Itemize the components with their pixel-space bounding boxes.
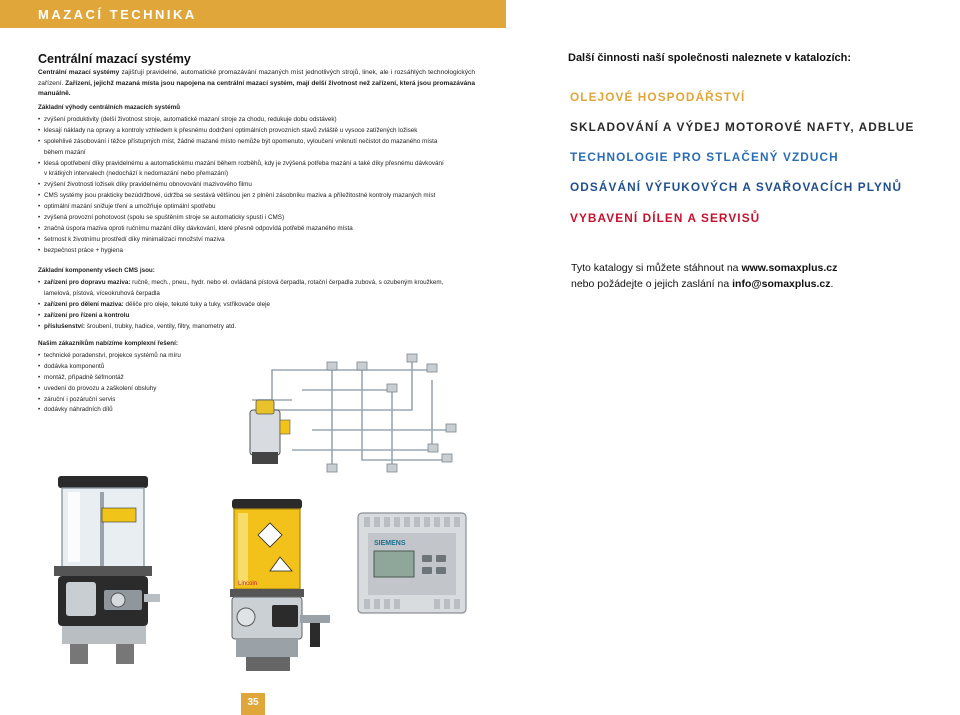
list-item: • spolehlivé zásobování i těžce přístupných míst, žádné mazané místo nemůže být opomenuto, vyloučení vniknutí nečistot do mazaného místa během mazání [38, 137, 488, 159]
download-info: Tyto katalogy si můžete stáhnout na www.somaxplus.cz nebo požádejte o jejich zaslání na info@somaxplus.cz. [571, 262, 838, 290]
catalog-compressed-air[interactable]: TECHNOLOGIE PRO STLAČENÝ VZDUCH [570, 150, 839, 164]
list-item: • montáž, případně šéfmontáž [38, 373, 238, 384]
list-item: • zvýšená provozní pohotovost (spolu se spuštěním stroje se automaticky spustí i CMS) [38, 213, 488, 224]
siemens-label: SIEMENS [374, 540, 406, 547]
list-item: • klesá opotřebení díky pravidelnému a automatickému mazání během rozběhů, kdy je zvýšená potřeba mazání a také díky přesnému dávkování v krátkých intervalech (nedochází k nedomazání nebo přemazání) [38, 159, 488, 181]
grease-pump-transparent-reservoir [44, 470, 174, 670]
download-line2-text: nebo požádejte o jejich zaslání na [571, 278, 733, 290]
benefits-section [38, 103, 488, 257]
list-item-continuation: během mazání [44, 148, 86, 156]
list-item: • klesají náklady na opravy a kontroly vzhledem k přesnému dodržení optimálních provozních stavů zvláště u vysoce zatížených ložisek [38, 126, 488, 137]
list-item: • značná úspora maziva oproti ručnímu mazání díky dávkování, které přesně odpovídá potřebě mazaného místa [38, 224, 488, 235]
website-link[interactable]: www.somaxplus.cz [741, 262, 838, 274]
list-item: • příslušenství: šroubení, trubky, hadice, ventily, filtry, manometry atd. [38, 322, 468, 333]
intro-text: zajišťují pravidelné, automatické promazávání mazaných míst jednotlivých strojů, linek, ale i rozsáhlých technologických zařízení. [38, 69, 475, 87]
catalog-intro: Další činnosti naší společnosti naleznete v katalozích: [568, 52, 852, 64]
list-item: • šetrnost k životnímu prostředí díky minimalizaci množství maziva [38, 235, 488, 246]
lubrication-system-diagram [232, 340, 472, 480]
intro-paragraph [38, 68, 475, 100]
benefits-heading: Základní výhody centrálních mazacích systémů [38, 104, 181, 111]
list-item: • zvýšení životnosti ložisek díky pravidelnému obnovování mazivového filmu [38, 180, 488, 191]
services-list [38, 351, 238, 416]
list-item: • záruční i pozáruční servis [38, 395, 238, 406]
intro-bold-text: Zařízení, jejichž mazaná místa jsou napojena na centrální mazací systém, mají delší životnost než zařízení, která jsou promazávána manuálně. [38, 79, 475, 97]
siemens-controller [352, 505, 472, 625]
grease-pump-yellow [212, 495, 342, 680]
download-line1-text: Tyto katalogy si můžete stáhnout na [571, 262, 742, 274]
services-heading: Našim zákazníkům nabízíme komplexní řešení: [38, 340, 178, 347]
list-item: • bezpečnost práce + hygiena [38, 246, 488, 257]
section-title: Centrální mazací systémy [38, 52, 191, 66]
catalog-exhaust-extraction[interactable]: ODSÁVÁNÍ VÝFUKOVÝCH A SVAŘOVACÍCH PLYNŮ [570, 180, 903, 194]
components-heading: Základní komponenty všech CMS jsou: [38, 267, 155, 274]
list-item: • zařízení pro dopravu maziva: ručně, mech., pneu., hydr. nebo el. ovládaná pístová čerpadla, rotační čerpadla zubová, s ozubeným kroužkem, lamelová, pístová, víceokruhová čerpadla [38, 278, 468, 300]
benefits-list [38, 115, 488, 257]
header-band [0, 0, 506, 28]
services-section [38, 339, 238, 416]
list-item: • CMS systémy jsou prakticky bezúdržbové, údržba se sestává většinou jen z plnění zásobníku maziva a příležitostné kontroly mazaných míst [38, 191, 488, 202]
list-item-continuation: v krátkých intervalech (nedochází k nedomazání nebo přemazání) [44, 170, 229, 178]
list-item: • zařízení pro dělení maziva: děliče pro oleje, tekuté tuky a tuky, vstřikovače oleje [38, 300, 468, 311]
lincoln-label: Lincoln [238, 581, 258, 587]
list-item: • optimální mazání snižuje tření a umožňuje optimální spotřebu [38, 202, 488, 213]
components-list [38, 278, 468, 333]
page-number: 35 [241, 693, 265, 715]
intro-lead: Centrální mazací systémy [38, 69, 120, 76]
header-title: MAZACÍ TECHNIKA [38, 7, 197, 22]
email-link[interactable]: info@somaxplus.cz [732, 278, 831, 290]
catalog-diesel-adblue[interactable]: SKLADOVÁNÍ A VÝDEJ MOTOROVÉ NAFTY, ADBLUE [570, 120, 915, 134]
list-item: • technické poradenství, projekce systémů na míru [38, 351, 238, 362]
list-item: • uvedení do provozu a zaškolení obsluhy [38, 384, 238, 395]
right-page [506, 0, 960, 715]
list-item: • dodávky náhradních dílů [38, 405, 238, 416]
catalog-oil-management[interactable]: OLEJOVÉ HOSPODÁŘSTVÍ [570, 90, 746, 104]
list-item: • dodávka komponentů [38, 362, 238, 373]
catalog-workshop-equipment[interactable]: VYBAVENÍ DÍLEN A SERVISŮ [570, 211, 761, 225]
list-item: • zvýšení produktivity (delší životnost stroje, automatické mazaní stroje za chodu, redukuje dobu odstávek) [38, 115, 488, 126]
components-section [38, 266, 468, 332]
list-item: • zařízení pro řízení a kontrolu [38, 311, 468, 322]
